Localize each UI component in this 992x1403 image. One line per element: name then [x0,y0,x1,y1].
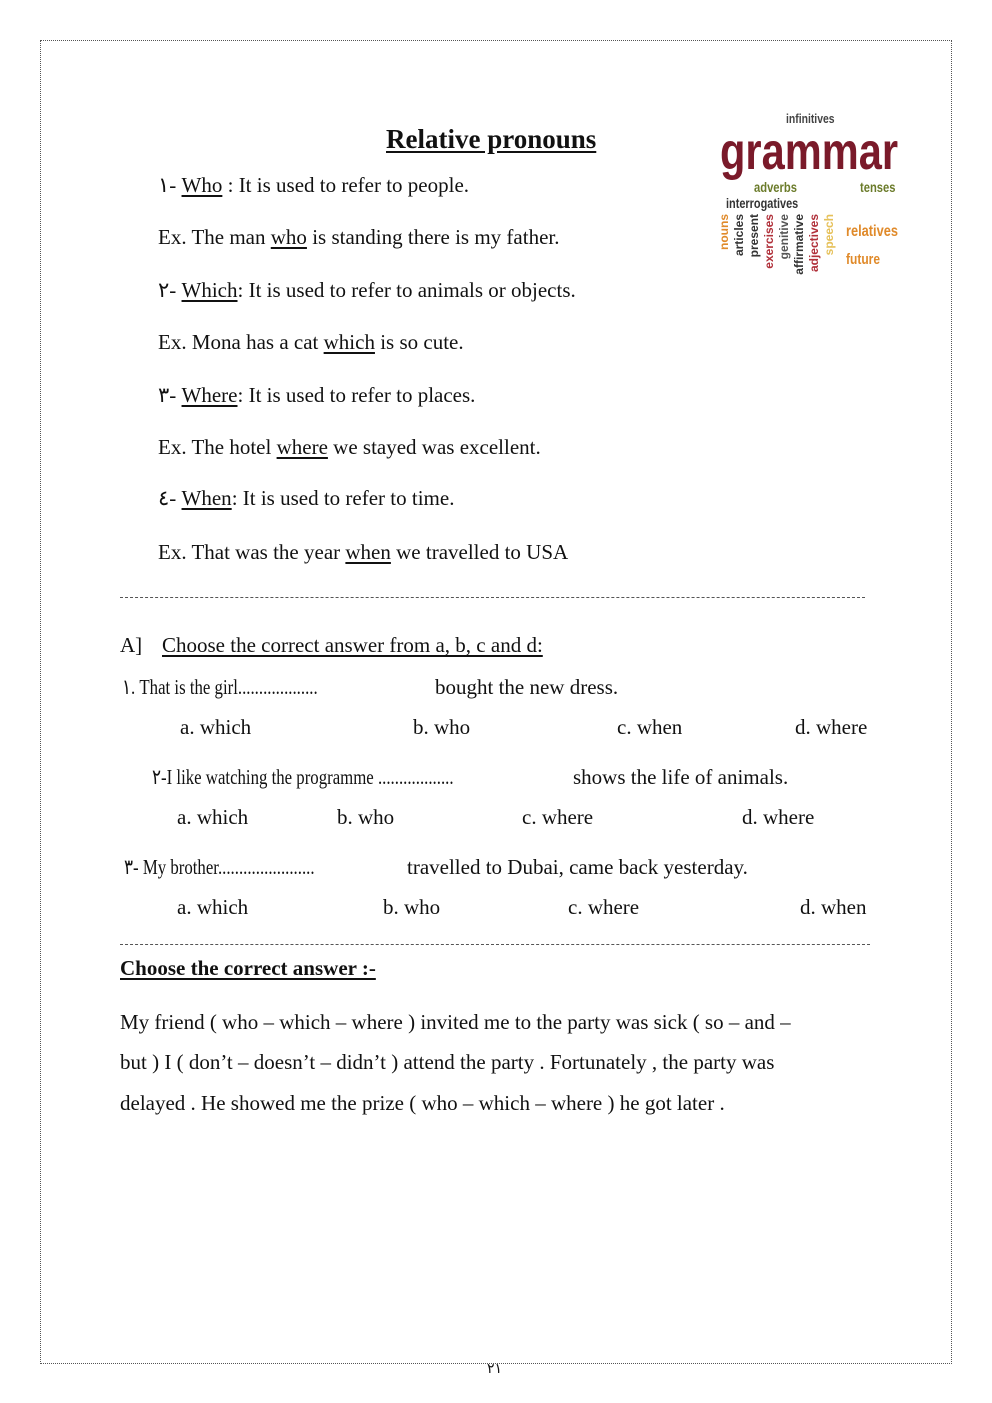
definition-which: ٢- Which: It is used to refer to animals or objects. [158,278,576,302]
question-1-stem: ١. That is the girl................... [122,675,318,699]
question-2-tail: shows the life of animals. [573,765,789,789]
page-number: ٢١ [487,1362,503,1377]
logo-word: relatives [846,223,898,240]
section-a-heading: Choose the correct answer from a, b, c and d: [162,633,543,657]
example-where: Ex. The hotel where we stayed was excellent. [158,435,541,459]
paragraph-line-1: My friend ( who – which – where ) invited me to the party was sick ( so – and – [120,1010,791,1034]
example-who: Ex. The man who is standing there is my father. [158,225,560,249]
q1-option-d[interactable]: d. where [795,715,868,739]
page-title: Relative pronouns [386,124,597,154]
logo-word: adjectives [807,214,821,273]
q2-option-c[interactable]: c. where [522,805,594,829]
example-when: Ex. That was the year when we travelled to USA [158,540,569,564]
divider [120,944,870,945]
logo-word: infinitives [786,111,835,126]
logo-word: affirmative [792,214,806,275]
logo-word: genitive [777,214,791,260]
divider [120,597,865,598]
q3-option-d[interactable]: d. when [800,895,867,919]
q2-option-b[interactable]: b. who [337,805,395,829]
logo-word: nouns [717,214,731,250]
q2-option-a[interactable]: a. which [177,805,249,829]
example-which: Ex. Mona has a cat which is so cute. [158,330,464,354]
paragraph-line-3: delayed . He showed me the prize ( who – which – where ) he got later . [120,1091,725,1115]
q3-option-b[interactable]: b. who [383,895,441,919]
definition-when: ٤- When: It is used to refer to time. [158,486,455,510]
q1-option-a[interactable]: a. which [180,715,252,739]
logo-word: tenses [860,179,896,195]
q3-option-a[interactable]: a. which [177,895,249,919]
q3-option-c[interactable]: c. where [568,895,640,919]
logo-word: future [846,251,880,268]
logo-word: present [747,214,761,258]
logo-word: exercises [762,214,776,269]
definition-where: ٣- Where: It is used to refer to places. [158,383,476,407]
question-2-stem: ٢-I like watching the programme .................. [152,765,454,789]
logo-word: articles [732,214,746,257]
q1-option-b[interactable]: b. who [413,715,471,739]
question-1-tail: bought the new dress. [435,675,619,699]
grammar-word-cloud-logo [718,112,933,307]
question-3-stem: ٣- My brother....................... [124,855,315,879]
logo-main-word: grammar [720,123,899,181]
section-a-label: A] [120,633,143,657]
logo-word: adverbs [754,179,797,195]
paragraph-line-2: but ) I ( don’t – doesn’t – didn’t ) attend the party . Fortunately , the party was [120,1050,775,1074]
logo-word: speech [822,214,836,256]
section-b-heading: Choose the correct answer :- [120,956,376,980]
definition-who: ١- Who : It is used to refer to people. [158,173,470,197]
logo-word: interrogatives [726,195,799,211]
question-3-tail: travelled to Dubai, came back yesterday. [407,855,748,879]
q2-option-d[interactable]: d. where [742,805,815,829]
q1-option-c[interactable]: c. when [617,715,683,739]
